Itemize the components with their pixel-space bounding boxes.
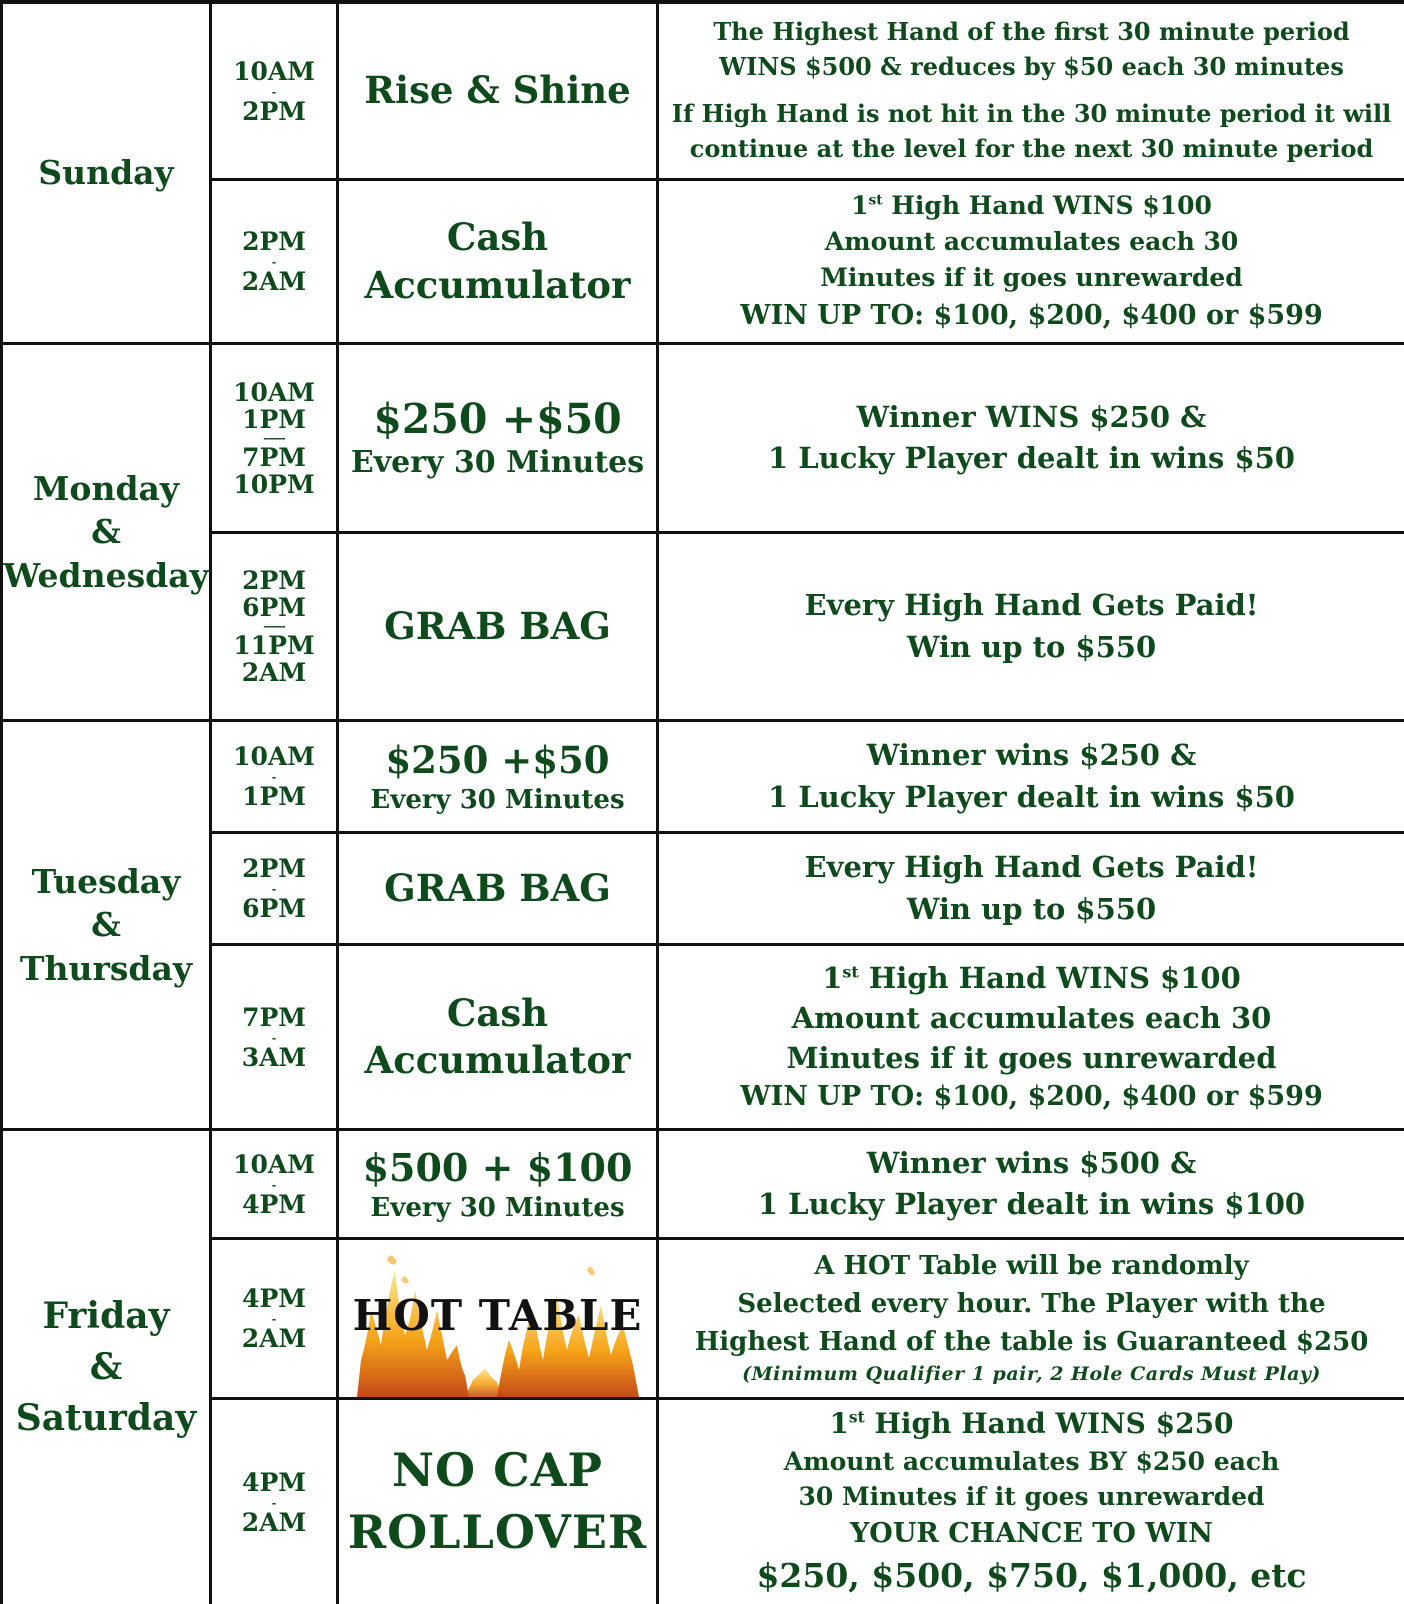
time-value: 10AM (233, 377, 315, 407)
desc-line: Win up to $550 (906, 629, 1157, 664)
desc-line: Highest Hand of the table is Guaranteed $250 (694, 1326, 1369, 1357)
promo-name: Rise & Shine (364, 68, 631, 113)
time-start: 10AM (233, 56, 315, 86)
time-cell (212, 345, 336, 531)
time-start: 2PM (242, 854, 306, 883)
desc-line: Winner wins $250 & (866, 738, 1197, 773)
desc-line: Amount accumulates each 30 (824, 226, 1239, 256)
time-separator: - (271, 86, 277, 96)
promo-subtitle: Every 30 Minutes (370, 784, 625, 815)
desc-line: WINS $500 & reduces by $50 each 30 minutes (719, 52, 1344, 82)
promo-description (659, 1131, 1404, 1237)
promo-name: $500 + $100 (362, 1145, 633, 1191)
promo-name-cell (339, 946, 656, 1128)
time-end: 2AM (241, 1507, 307, 1537)
time-cell (212, 181, 336, 342)
time-end: 1PM (242, 782, 306, 811)
time-start: 4PM (242, 1284, 306, 1313)
desc-line: Amount accumulates BY $250 each (783, 1446, 1280, 1476)
time-value: 11PM (233, 631, 315, 660)
time-start: 2PM (242, 227, 306, 256)
time-value: 6PM (242, 593, 306, 622)
promo-name-line: Cash (446, 990, 549, 1035)
desc-line: continue at the level for the next 30 minute period (689, 133, 1374, 163)
desc-line: 1 Lucky Player dealt in wins $50 (768, 441, 1295, 475)
time-cell (212, 1400, 336, 1604)
time-start: 10AM (233, 1149, 315, 1179)
desc-line: Minutes if it goes unrewarded (820, 263, 1243, 293)
day-name: Tuesday (31, 861, 181, 901)
desc-line: Win up to $550 (906, 891, 1157, 926)
desc-line: The Highest Hand of the first 30 minute period (713, 17, 1350, 47)
promo-name-cell (339, 1240, 656, 1397)
day-ampersand: & (89, 1345, 123, 1388)
time-start: 4PM (242, 1467, 306, 1497)
time-value: 10PM (233, 469, 315, 499)
time-separator: - (271, 1314, 277, 1323)
desc-line: WIN UP TO: $100, $200, $400 or $599 (740, 1081, 1323, 1113)
desc-line: Amount accumulates each 30 (791, 1001, 1272, 1036)
day-name: Sunday (38, 153, 174, 193)
promo-name-line: Cash (446, 215, 549, 260)
time-separator: ------ (263, 621, 285, 632)
promo-description (659, 1240, 1404, 1397)
desc-line: Winner wins $500 & (866, 1145, 1197, 1180)
time-end: 4PM (242, 1189, 306, 1219)
time-value: 2AM (241, 658, 307, 687)
time-cell (212, 534, 336, 719)
time-separator: - (271, 1032, 277, 1042)
day-ampersand: & (91, 905, 121, 945)
promo-description (659, 946, 1404, 1128)
promo-description (659, 4, 1404, 178)
promo-description (659, 345, 1404, 531)
promo-description (659, 722, 1404, 831)
promo-name-cell (339, 4, 656, 178)
day-name: Thursday (19, 948, 193, 988)
day-label-friday-saturday (3, 1131, 209, 1604)
qualifier-note: (Minimum Qualifier 1 pair, 2 Hole Cards Must Play) (742, 1363, 1321, 1386)
promo-name: HOT TABLE (352, 1291, 643, 1340)
promo-name: $250 +$50 (385, 738, 610, 783)
desc-line: Winner WINS $250 & (856, 399, 1207, 434)
day-label-monday-wednesday (3, 345, 209, 719)
desc-line: A HOT Table will be randomly (814, 1251, 1249, 1282)
desc-line: $250, $500, $750, $1,000, etc (756, 1556, 1307, 1596)
time-end: 2PM (242, 96, 306, 126)
time-value: 1PM (242, 404, 306, 434)
time-separator: - (271, 772, 277, 781)
promo-name-cell (339, 1400, 656, 1604)
promo-name-cell (339, 181, 656, 342)
time-end: 6PM (242, 894, 306, 923)
time-start: 7PM (242, 1002, 306, 1032)
promo-name-cell (339, 345, 656, 531)
day-name: Friday (42, 1294, 170, 1337)
time-cell (212, 946, 336, 1128)
desc-line: WIN UP TO: $100, $200, $400 or $599 (740, 300, 1323, 332)
desc-line: 1 Lucky Player dealt in wins $100 (757, 1187, 1306, 1221)
promo-name: GRAB BAG (384, 603, 611, 648)
desc-line: 1st High Hand WINS $100 (822, 961, 1241, 996)
time-cell (212, 1240, 336, 1397)
promo-name-line: Accumulator (364, 262, 631, 307)
desc-line: Every High Hand Gets Paid! (804, 588, 1259, 623)
time-cell (212, 834, 336, 943)
promo-name: $250 +$50 (373, 395, 622, 444)
time-separator: - (271, 257, 277, 266)
day-name: Monday (32, 468, 180, 508)
day-label-tuesday-thursday (3, 722, 209, 1128)
promo-name-line: Accumulator (364, 1038, 631, 1082)
promo-name-line: NO CAP (391, 1443, 604, 1498)
day-name: Wednesday (3, 555, 209, 595)
time-separator: - (271, 1179, 277, 1189)
time-end: 2AM (241, 267, 307, 296)
promo-description (659, 1400, 1404, 1604)
day-ampersand: & (91, 512, 121, 552)
desc-line: Minutes if it goes unrewarded (786, 1041, 1277, 1076)
promo-name-line: ROLLOVER (347, 1505, 648, 1559)
day-label-sunday (3, 4, 209, 342)
desc-line: Every High Hand Gets Paid! (804, 850, 1259, 885)
time-cell (212, 1131, 336, 1237)
time-separator: - (271, 884, 277, 893)
promo-name: GRAB BAG (384, 865, 611, 910)
desc-line: Selected every hour. The Player with the (737, 1288, 1326, 1319)
time-cell (212, 722, 336, 831)
promo-name-cell (339, 722, 656, 831)
time-value: 2PM (242, 566, 306, 595)
promo-subtitle: Every 30 Minutes (370, 1192, 625, 1223)
promo-name-cell (339, 834, 656, 943)
desc-line: 1st High Hand WINS $100 (851, 190, 1212, 220)
desc-line: 1 Lucky Player dealt in wins $50 (768, 779, 1295, 814)
time-separator: ------ (263, 432, 285, 444)
promo-subtitle: Every 30 Minutes (350, 444, 645, 480)
time-cell (212, 4, 336, 178)
time-end: 2AM (241, 1324, 307, 1353)
promo-description (659, 181, 1404, 342)
promo-description (659, 834, 1404, 943)
promo-name-cell (339, 534, 656, 719)
time-separator: - (271, 1497, 277, 1507)
desc-line: 1st High Hand WINS $250 (829, 1407, 1234, 1441)
desc-line: If High Hand is not hit in the 30 minute period it will (671, 99, 1392, 128)
time-value: 7PM (242, 442, 306, 472)
desc-line: 30 Minutes if it goes unrewarded (798, 1482, 1265, 1512)
day-name: Saturday (15, 1397, 197, 1440)
time-end: 3AM (241, 1042, 307, 1072)
desc-line: YOUR CHANCE TO WIN (850, 1517, 1213, 1549)
promo-description (659, 534, 1404, 719)
promo-name-cell (339, 1131, 656, 1237)
time-start: 10AM (233, 742, 315, 771)
